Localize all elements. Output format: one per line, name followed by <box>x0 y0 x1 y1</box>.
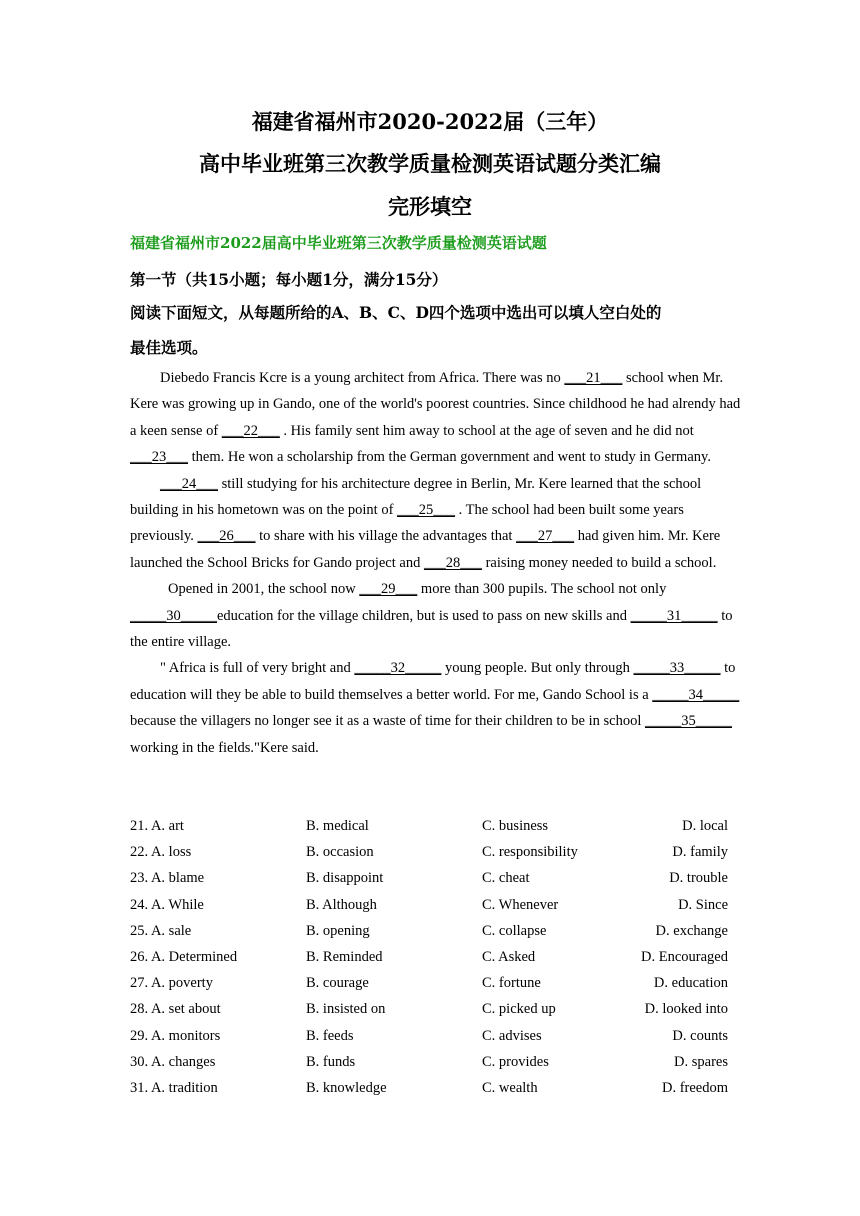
blank-31: _____31_____ <box>630 607 718 624</box>
option-row-24 <box>130 893 750 919</box>
blank-27: ___27___ <box>516 528 575 545</box>
option-b: B. medical <box>306 818 369 834</box>
option-b: B. Reminded <box>306 948 383 965</box>
option-c: C. cheat <box>482 870 530 887</box>
option-c: C. responsibility <box>482 844 578 861</box>
option-row-29 <box>130 1024 750 1050</box>
blank-28: ___28___ <box>423 554 482 571</box>
blank-29: ___29___ <box>359 581 418 598</box>
blank-21: ___21___ <box>564 370 623 386</box>
option-b: B. Although <box>306 896 377 913</box>
instruction-line-2: 最佳选项。 <box>130 338 208 357</box>
section-heading: 第一节（共15小题；每小题1分，满分15分） <box>130 270 448 289</box>
option-row-31 <box>130 1076 750 1102</box>
option-b: B. opening <box>306 922 370 939</box>
option-d: D. Since <box>678 896 728 913</box>
option-row-22 <box>130 840 750 866</box>
option-a: 30. A. changes <box>130 1053 216 1070</box>
option-b: B. occasion <box>306 844 374 861</box>
option-d: D. family <box>672 844 728 861</box>
option-d: D. freedom <box>661 1079 728 1096</box>
option-c: C. wealth <box>482 1079 538 1096</box>
option-a: 26. A. Determined <box>130 948 238 965</box>
blank-33: _____33_____ <box>633 660 721 677</box>
option-b: B. funds <box>306 1053 356 1070</box>
option-d: D. local <box>682 818 728 834</box>
option-d: D. exchange <box>655 922 728 939</box>
option-c: C. provides <box>482 1053 549 1070</box>
blank-30: _____30_____ <box>130 607 217 624</box>
option-c: C. Whenever <box>482 896 559 913</box>
blank-26: ___26___ <box>197 528 256 545</box>
option-d: D. looked into <box>644 1001 728 1018</box>
option-a: 25. A. sale <box>130 922 192 939</box>
option-row-27 <box>130 971 750 997</box>
option-a: 31. A. tradition <box>130 1079 218 1096</box>
title-line-1: 福建省福州市2020-2022届（三年） <box>251 109 609 134</box>
blank-24: ___24___ <box>160 475 218 492</box>
instruction-line-1: 阅读下面短文，从每题所给的A、B、C、D四个选项中选出可以填人空白处的 <box>130 303 662 322</box>
cloze-passage <box>130 365 750 761</box>
option-a: 27. A. poverty <box>130 975 213 992</box>
option-a: 21. A. art <box>130 818 184 834</box>
option-b: B. insisted on <box>306 1001 386 1018</box>
option-row-25 <box>130 919 750 945</box>
paragraph-1: Diebedo Francis Kcre is a young architect from Africa. There was no ___21___ school when Mr. Kere was growing up in Gando, one of the world's poorest countries. Since childhood he had alrendy had a keen sense of ___22___ . His family sent him away to school at the age of seven and he did not ___23___ them. He won a scholarship from the German government and went to study in Germany. <box>130 370 741 466</box>
blank-25: ___25___ <box>397 502 456 519</box>
option-d: D. Encouraged <box>641 948 728 965</box>
option-row-30 <box>130 1050 750 1076</box>
blank-23: ___23___ <box>130 449 188 466</box>
paragraph-2: ___24___ still studying for his architecture degree in Berlin, Mr. Kere learned that the school building in his hometown was on the point of ___25___ . The school had been built some years previously. ___26___ to share with his village the advantages that ___27___ had given him. Mr. Kere launched the School Bricks for Gando project and ___28___ raising money needed to build a school. <box>130 475 721 571</box>
option-a: 29. A. monitors <box>130 1027 221 1044</box>
option-b: B. knowledge <box>306 1079 387 1096</box>
option-row-23 <box>130 866 750 892</box>
option-a: 22. A. loss <box>130 844 192 861</box>
option-c: C. collapse <box>482 922 547 939</box>
option-a: 23. A. blame <box>130 870 205 887</box>
title-line-2: 高中毕业班第三次教学质量检测英语试题分类汇编 <box>199 151 661 176</box>
exam-name: 福建省福州市2022届高中毕业班第三次教学质量检测英语试题 <box>130 234 547 252</box>
blank-35: _____35_____ <box>644 713 732 730</box>
option-d: D. spares <box>674 1053 728 1070</box>
blank-22: ___22___ <box>221 422 280 439</box>
option-row-28 <box>130 997 750 1023</box>
option-row-21 <box>130 814 750 840</box>
option-b: B. courage <box>306 975 369 992</box>
paragraph-4: " Africa is full of very bright and _____32_____ young people. But only through _____33_____ to education will they be able to build themselves a better world. For me, Gando School is a _____34_____ because the villagers no longer see it as a waste of time for their children to be in school _____35_____ working in the fields."Kere said. <box>130 660 740 756</box>
paragraph-3: Opened in 2001, the school now ___29___ more than 300 pupils. The school not only _____30_____education for the village children, but is used to pass on new skills and _____31_____ to the entire village. <box>130 581 733 651</box>
blank-32: _____32_____ <box>354 660 442 677</box>
option-c: C. fortune <box>482 975 541 992</box>
option-d: D. education <box>653 975 728 992</box>
option-d: D. trouble <box>669 870 728 887</box>
option-b: B. feeds <box>306 1027 354 1044</box>
option-c: C. picked up <box>482 1001 556 1018</box>
answer-options <box>130 814 750 1102</box>
option-c: C. Asked <box>482 948 536 965</box>
option-d: D. counts <box>672 1027 728 1044</box>
option-a: 28. A. set about <box>130 1001 221 1018</box>
option-c: C. advises <box>482 1027 542 1044</box>
title-line-3: 完形填空 <box>388 194 472 219</box>
option-c: C. business <box>482 818 549 834</box>
blank-34: _____34_____ <box>652 686 740 703</box>
option-a: 24. A. While <box>130 896 204 913</box>
option-b: B. disappoint <box>306 870 384 887</box>
option-row-26 <box>130 945 750 971</box>
